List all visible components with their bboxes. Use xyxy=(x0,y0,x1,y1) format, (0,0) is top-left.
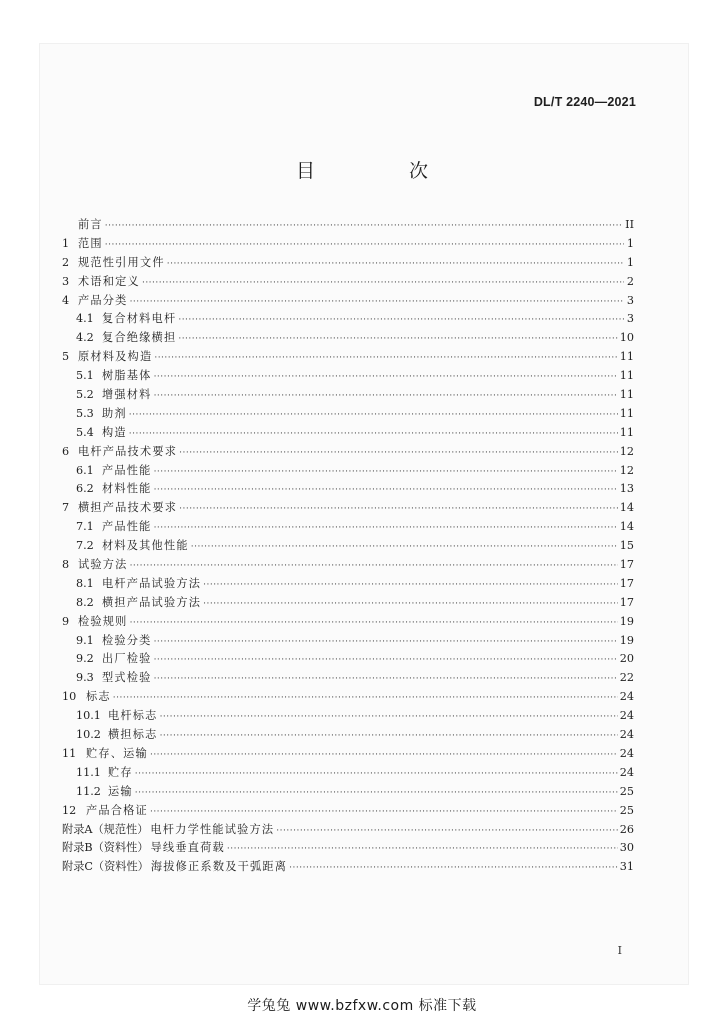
toc-entry[interactable] xyxy=(62,254,634,273)
toc-dot-leader xyxy=(154,633,618,652)
toc-dot-leader xyxy=(203,595,618,614)
toc-entry-number: 3 xyxy=(62,274,70,288)
toc-dot-leader xyxy=(179,444,618,463)
toc-entry[interactable] xyxy=(62,726,634,745)
page-title: 目 次 xyxy=(295,160,473,182)
toc-entry-page: 3 xyxy=(626,293,634,307)
toc-entry-label: 电杆产品技术要求 xyxy=(78,444,178,458)
toc-dot-leader xyxy=(154,651,618,670)
toc-entry-number: 10 xyxy=(62,690,77,704)
toc-entry-label: 产品分类 xyxy=(78,293,128,307)
toc-dot-leader xyxy=(167,255,624,274)
toc-entry-number: 5.2 xyxy=(76,388,94,402)
toc-entry[interactable] xyxy=(62,235,634,254)
toc-dot-leader xyxy=(135,765,618,784)
toc-entry-page: 14 xyxy=(619,520,634,534)
toc-entry[interactable] xyxy=(62,310,634,329)
toc-entry-number: 12 xyxy=(62,803,77,817)
toc-entry-page: 11 xyxy=(619,388,634,402)
toc-entry-page: 15 xyxy=(619,539,634,553)
toc-dot-leader xyxy=(135,784,618,803)
toc-entry-label: 术语和定义 xyxy=(78,274,140,288)
toc-entry-page: 11 xyxy=(619,406,634,420)
toc-entry[interactable] xyxy=(62,650,634,669)
toc-entry-label: 横担标志 xyxy=(108,728,158,742)
toc-entry-number: 6 xyxy=(62,444,70,458)
toc-entry-number: 9.1 xyxy=(76,633,94,647)
toc-entry-number: 10.2 xyxy=(76,728,101,742)
toc-entry[interactable] xyxy=(62,783,634,802)
toc-entry-label: 横担产品技术要求 xyxy=(78,501,178,515)
toc-entry[interactable] xyxy=(62,707,634,726)
toc-entry[interactable] xyxy=(62,537,634,556)
toc-entry-number: 4.1 xyxy=(76,312,94,326)
toc-entry-number: 6.2 xyxy=(76,482,94,496)
toc-entry-label: 电杆产品试验方法 xyxy=(102,576,202,590)
watermark-text: 学兔兔 www.bzfxw.com 标准下载 xyxy=(247,998,477,1014)
toc-entry[interactable] xyxy=(62,594,634,613)
toc-dot-leader xyxy=(276,822,617,841)
toc-dot-leader xyxy=(130,614,618,633)
toc-entry-label: 规范性引用文件 xyxy=(78,255,165,269)
toc-entry-label: 试验方法 xyxy=(78,558,128,572)
toc-entry-number: 5.3 xyxy=(76,406,94,420)
toc-entry[interactable] xyxy=(62,499,634,518)
toc-entry-number: 附录C（资料性） xyxy=(62,860,149,874)
toc-entry-label: 运输 xyxy=(108,784,133,798)
toc-entry-number: 8.1 xyxy=(76,576,94,590)
toc-dot-leader xyxy=(130,293,624,312)
toc-entry-page: 24 xyxy=(619,690,634,704)
toc-entry[interactable] xyxy=(62,556,634,575)
toc-entry[interactable] xyxy=(62,688,634,707)
toc-dot-leader xyxy=(113,689,618,708)
toc-dot-leader xyxy=(178,330,617,349)
toc-entry-page: 12 xyxy=(619,444,634,458)
toc-entry-number: 8 xyxy=(62,558,70,572)
toc-entry-page: II xyxy=(625,218,634,231)
toc-dot-leader xyxy=(154,519,618,538)
toc-entry-number: 4.2 xyxy=(76,331,94,345)
toc-entry-page: 10 xyxy=(619,331,634,345)
toc-entry-number: 10.1 xyxy=(76,709,101,723)
toc-entry-number: 11.2 xyxy=(76,784,101,798)
toc-entry[interactable] xyxy=(62,329,634,348)
toc-entry-page: 3 xyxy=(626,312,634,326)
toc-entry-label: 构造 xyxy=(102,425,127,439)
toc-entry[interactable] xyxy=(62,764,634,783)
toc-entry-page: 19 xyxy=(619,614,634,628)
toc-dot-leader xyxy=(105,236,624,255)
toc-entry-page: 25 xyxy=(619,784,634,798)
toc-entry-label: 材料及其他性能 xyxy=(102,539,189,553)
toc-entry[interactable] xyxy=(62,858,634,877)
toc-entry-page: 17 xyxy=(619,595,634,609)
toc-dot-leader xyxy=(154,349,617,368)
table-of-contents xyxy=(62,216,634,877)
toc-entry[interactable] xyxy=(62,821,634,840)
toc-entry-number: 4 xyxy=(62,293,70,307)
toc-entry-label: 产品合格证 xyxy=(86,803,148,817)
toc-entry[interactable] xyxy=(62,292,634,311)
toc-entry-label: 电杆力学性能试验方法 xyxy=(150,822,275,836)
toc-entry-page: 25 xyxy=(619,803,634,817)
toc-entry[interactable] xyxy=(62,632,634,651)
toc-dot-leader xyxy=(130,557,618,576)
toc-entry-number: 6.1 xyxy=(76,463,94,477)
toc-entry-label: 导线垂直荷载 xyxy=(150,841,225,855)
toc-entry-number: 7.1 xyxy=(76,520,94,534)
document-code: DL/T 2240—2021 xyxy=(533,95,636,109)
toc-entry-label: 海拔修正系数及干弧距离 xyxy=(150,860,288,874)
toc-entry[interactable] xyxy=(62,424,634,443)
toc-dot-leader xyxy=(154,481,618,500)
toc-entry-page: 17 xyxy=(619,558,634,572)
toc-entry-page: 1 xyxy=(626,236,634,250)
toc-entry[interactable] xyxy=(62,613,634,632)
toc-entry-number: 7.2 xyxy=(76,539,94,553)
toc-entry-label: 复合绝缘横担 xyxy=(102,331,177,345)
toc-entry[interactable] xyxy=(62,462,634,481)
toc-entry[interactable] xyxy=(62,273,634,292)
toc-entry-page: 19 xyxy=(619,633,634,647)
toc-entry-label: 标志 xyxy=(86,690,111,704)
toc-entry-label: 产品性能 xyxy=(102,520,152,534)
toc-dot-leader xyxy=(105,217,623,236)
toc-entry-page: 11 xyxy=(619,350,634,364)
toc-entry-label: 原材料及构造 xyxy=(78,350,153,364)
toc-entry-page: 11 xyxy=(619,369,634,383)
toc-entry-page: 17 xyxy=(619,576,634,590)
toc-dot-leader xyxy=(160,727,618,746)
toc-dot-leader xyxy=(142,274,624,293)
toc-dot-leader xyxy=(154,387,618,406)
toc-entry-page: 24 xyxy=(619,728,634,742)
toc-entry-label: 材料性能 xyxy=(102,482,152,496)
toc-dot-leader xyxy=(203,576,618,595)
page-number: I xyxy=(617,944,622,957)
toc-dot-leader xyxy=(129,406,618,425)
toc-entry[interactable] xyxy=(62,443,634,462)
toc-entry-number: 9.3 xyxy=(76,671,94,685)
toc-entry-number: 11 xyxy=(62,746,77,760)
toc-dot-leader xyxy=(179,500,618,519)
toc-entry-label: 前言 xyxy=(78,218,103,231)
toc-dot-leader xyxy=(289,859,618,878)
toc-dot-leader xyxy=(160,708,618,727)
toc-entry-number: 附录B（资料性） xyxy=(62,841,149,855)
toc-dot-leader xyxy=(191,538,618,557)
toc-entry-page: 12 xyxy=(619,463,634,477)
toc-entry-page: 1 xyxy=(626,255,634,269)
toc-entry[interactable] xyxy=(62,745,634,764)
toc-entry[interactable] xyxy=(62,802,634,821)
toc-entry-label: 树脂基体 xyxy=(102,369,152,383)
toc-dot-leader xyxy=(150,746,618,765)
toc-entry-number: 8.2 xyxy=(76,595,94,609)
toc-entry-number: 1 xyxy=(62,236,70,250)
toc-entry-page: 26 xyxy=(619,822,634,836)
toc-entry-number: 附录A（规范性） xyxy=(62,822,149,836)
toc-entry-page: 13 xyxy=(619,482,634,496)
toc-entry-label: 检验分类 xyxy=(102,633,152,647)
toc-entry-label: 增强材料 xyxy=(102,388,152,402)
toc-dot-leader xyxy=(227,840,618,859)
toc-entry-label: 检验规则 xyxy=(78,614,128,628)
toc-entry[interactable] xyxy=(62,480,634,499)
toc-entry[interactable] xyxy=(62,386,634,405)
toc-entry[interactable] xyxy=(62,216,634,235)
toc-entry[interactable] xyxy=(62,575,634,594)
toc-entry-number: 2 xyxy=(62,255,70,269)
toc-dot-leader xyxy=(154,463,618,482)
toc-entry[interactable] xyxy=(62,669,634,688)
toc-dot-leader xyxy=(154,670,618,689)
toc-entry-number: 9 xyxy=(62,614,70,628)
toc-entry-page: 24 xyxy=(619,709,634,723)
toc-entry[interactable] xyxy=(62,405,634,424)
toc-entry-label: 贮存、运输 xyxy=(86,746,148,760)
toc-entry-label: 横担产品试验方法 xyxy=(102,595,202,609)
toc-entry-label: 贮存 xyxy=(108,765,133,779)
toc-entry-number: 5 xyxy=(62,350,70,364)
toc-dot-leader xyxy=(154,368,618,387)
toc-entry[interactable] xyxy=(62,367,634,386)
toc-entry-label: 型式检验 xyxy=(102,671,152,685)
toc-entry-page: 14 xyxy=(619,501,634,515)
toc-entry-number: 5.4 xyxy=(76,425,94,439)
toc-entry-number: 5.1 xyxy=(76,369,94,383)
toc-entry-page: 11 xyxy=(619,425,634,439)
toc-entry-number: 7 xyxy=(62,501,70,515)
toc-entry-page: 30 xyxy=(619,841,634,855)
toc-entry-page: 2 xyxy=(626,274,634,288)
toc-entry-label: 范围 xyxy=(78,236,103,250)
toc-entry[interactable] xyxy=(62,518,634,537)
toc-entry-label: 助剂 xyxy=(102,406,127,420)
toc-entry-page: 20 xyxy=(619,652,634,666)
toc-entry-page: 24 xyxy=(619,765,634,779)
toc-entry-label: 复合材料电杆 xyxy=(102,312,177,326)
toc-entry-number: 11.1 xyxy=(76,765,101,779)
toc-dot-leader xyxy=(150,803,618,822)
toc-entry-page: 24 xyxy=(619,746,634,760)
toc-dot-leader xyxy=(129,425,618,444)
toc-entry-page: 22 xyxy=(619,671,634,685)
toc-dot-leader xyxy=(178,311,624,330)
toc-entry-label: 电杆标志 xyxy=(108,709,158,723)
toc-entry-label: 出厂检验 xyxy=(102,652,152,666)
toc-entry[interactable] xyxy=(62,839,634,858)
toc-entry-page: 31 xyxy=(619,860,634,874)
toc-entry-number: 9.2 xyxy=(76,652,94,666)
toc-entry-label: 产品性能 xyxy=(102,463,152,477)
toc-entry[interactable] xyxy=(62,348,634,367)
